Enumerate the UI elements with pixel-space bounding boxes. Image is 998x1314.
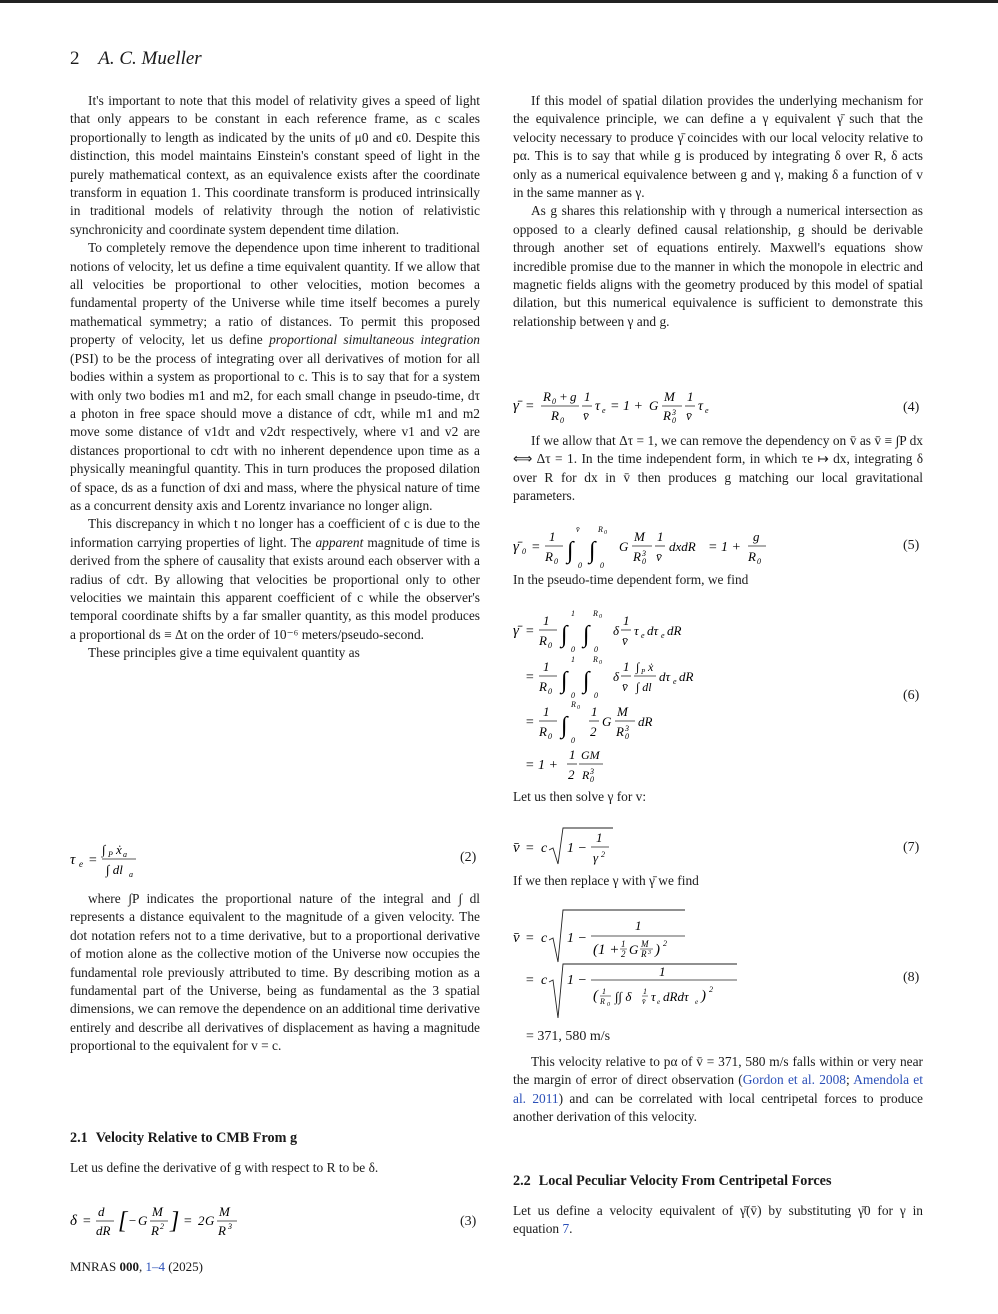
term-apparent: apparent [315,534,364,550]
svg-text:τ: τ [595,399,601,414]
svg-text:R: R [218,1223,226,1238]
svg-text:g: g [570,389,577,404]
svg-text:e: e [602,406,606,415]
svg-text:P: P [108,850,113,859]
svg-text:): ) [655,942,660,958]
svg-text:1: 1 [543,613,550,628]
svg-text:∫: ∫ [636,660,640,674]
svg-text:δ: δ [613,669,620,684]
term-psi: proportional simultaneous integration [269,332,480,348]
svg-text:P: P [641,668,646,676]
svg-text:0: 0 [607,1002,610,1008]
paragraph: If this model of spatial dilation provides the underlying mechanism for the equivalence principle, we can define a γ equivalent γ̄ such that the velocity necessary to produce γ̄ coincides with our local velocity relative to pα. This is to say that while g is produced by integrating δ over R, δ acts only as a numerical equivalence between g and γ, making δ a function of v in the same manner as γ. [513,93,923,201]
paragraph-solve-gamma: Let us then solve γ for v: [513,789,647,804]
svg-text:e: e [657,998,661,1006]
svg-text:3: 3 [228,1222,232,1231]
svg-text:2: 2 [590,724,597,739]
page-range-link[interactable]: 1–4 [145,1259,165,1274]
svg-text:e: e [695,998,699,1006]
svg-text:2: 2 [568,767,575,782]
svg-text:dR: dR [96,1223,111,1238]
svg-text:=: = [525,931,535,946]
svg-text:0: 0 [599,660,602,666]
svg-text:2: 2 [709,985,713,994]
section-title: Local Peculiar Velocity From Centripetal Forces [538,1173,832,1189]
svg-text:0: 0 [672,416,676,425]
equation-number: (5) [903,538,920,553]
svg-text:2: 2 [160,1222,164,1231]
svg-text:R: R [663,408,671,423]
svg-text:dRdτ: dRdτ [663,989,689,1004]
svg-text:0: 0 [642,557,646,566]
svg-text:G: G [138,1213,148,1228]
svg-text:=: = [525,841,535,856]
svg-text:R: R [151,1223,159,1238]
svg-text:G: G [205,1213,215,1228]
svg-text:v̄: v̄ [513,840,520,856]
svg-text:G: G [649,398,659,413]
equation-number: (6) [903,688,920,703]
svg-text:e: e [661,631,665,640]
paragraph [70,515,480,644]
svg-text:1: 1 [543,704,550,719]
equation-5 [513,520,813,574]
svg-text:0: 0 [548,641,552,650]
equation-7 [513,824,673,872]
svg-text:2: 2 [601,850,605,859]
svg-text:v̄: v̄ [622,633,628,648]
svg-text:∫: ∫ [561,622,568,648]
svg-text:γ: γ [593,850,599,865]
svg-text:δ: δ [70,1213,77,1229]
paragraph: It's important to note that this model of relativity gives a speed of light that only appears to be constant in each reference frame, as c scales proportionally to length as indicated by the units of μ0 and ϵ0. Despite this distinction, this model maintains Einstein's constant speed of light in the purely mathematical context, as an equivalence exists after the coordinate transform in equation 1. This coordinate transform is produced intrinsically in traditional models of relativity through the notion of relativistic synchronicity and coordinate system dependent time dilation. [70,93,480,237]
journal-year: (2025) [168,1259,203,1274]
svg-text:0: 0 [548,687,552,696]
svg-text:R: R [600,997,605,1006]
svg-text:0: 0 [571,691,575,700]
paragraph-delta-tau [513,432,923,506]
section-title: Velocity Relative to CMB From g [95,1130,298,1146]
svg-text:dR: dR [638,714,653,729]
section-2-1-heading [70,1130,297,1147]
svg-text:=: = [525,670,535,685]
svg-text:a: a [129,870,133,879]
svg-text:= 1 +: = 1 + [708,540,741,555]
left-column [70,92,480,663]
svg-text:M: M [664,389,675,404]
svg-text:0: 0 [600,561,604,570]
svg-text:3: 3 [642,549,646,558]
svg-text:1: 1 [543,659,550,674]
svg-text:1 −: 1 − [567,841,587,856]
svg-text:2: 2 [663,939,667,948]
svg-text:0: 0 [560,416,564,425]
svg-text:1: 1 [569,747,576,762]
svg-text:τ: τ [634,623,639,638]
svg-text:[: [ [118,1208,128,1234]
svg-text:M: M [617,704,628,719]
svg-text:=: = [531,540,541,555]
svg-text:=: = [525,399,535,414]
svg-text:γ̄: γ̄ [513,539,519,555]
svg-text:G: G [619,539,629,554]
svg-text:γ̄: γ̄ [513,623,519,639]
svg-text:1 −: 1 − [567,973,587,988]
equation-8-result: = 371, 580 m/s [526,1029,611,1044]
svg-text:R: R [582,768,590,782]
page-number: 2 [70,48,80,69]
svg-text:1: 1 [584,389,591,404]
svg-text:∫: ∫ [583,668,590,694]
svg-text:3: 3 [590,767,594,776]
svg-text:R: R [593,655,598,664]
svg-text:1: 1 [635,918,642,933]
svg-text:dR: dR [667,623,682,638]
text-span: magnitude of time is derived from the sphere of causality that exists around each observer with a radius of cdτ. By allowing that velocities be proportional only to other velocities we maintain this apparent coefficient of c while the observer's temporal coordinate shifts by a far smaller quantity, as this model produces a proportional ds ≡ Δt on the order of 10⁻⁶ meters/pseudo-second. [70,534,480,642]
svg-text:v̄: v̄ [656,549,662,564]
svg-text:R: R [539,724,547,739]
svg-text:1: 1 [657,529,664,544]
svg-text:1: 1 [596,830,603,845]
right-column [513,92,923,331]
equation-number: (2) [460,850,477,865]
svg-text:v̄: v̄ [622,679,628,694]
svg-text:M: M [152,1204,163,1219]
svg-text:a: a [123,850,127,859]
svg-text:R: R [543,389,551,404]
paragraph [70,239,480,515]
paragraph: As g shares this relationship with γ through a numerical intersection as opposed to a clearly defined causal relationship, g should be derivable through another set of equations entirely. Maxwell's equations show incredible promise due to the manner in which the monopole in electric and magnetic fields aligns with the geometry produced by this model of spatial dilation, but this numerical equivalence is sufficient to demonstrate this relationship between γ and g. [513,203,923,329]
svg-text:0: 0 [757,557,761,566]
svg-text:= 1 +: = 1 + [525,758,558,773]
svg-text:d: d [98,1204,105,1219]
section-number: 2.2 [513,1173,531,1189]
equation-8 [513,906,773,1042]
svg-text:∫: ∫ [589,538,596,564]
svg-text:c: c [541,931,548,946]
footer: MNRAS 000, 1–4 (2025) [70,1259,203,1274]
svg-text:=: = [88,853,98,868]
svg-text:R: R [598,525,603,534]
paragraph: These principles give a time equivalent quantity as [88,645,360,661]
svg-text:R: R [539,679,547,694]
svg-text:1: 1 [549,529,556,544]
svg-text:1: 1 [621,939,626,949]
equation-number: (4) [903,400,920,415]
section-number: 2.1 [70,1130,88,1146]
svg-text:=: = [525,973,535,988]
svg-text:∫: ∫ [561,668,568,694]
paragraph-centripetal [513,1202,923,1239]
svg-text:∫ dl: ∫ dl [636,680,652,694]
equation-6 [513,598,773,790]
svg-text:1: 1 [623,659,630,674]
svg-text:0: 0 [590,775,594,784]
svg-text:M: M [219,1204,230,1219]
svg-text:1: 1 [623,613,630,628]
text-span: . [569,1221,573,1237]
svg-text:+: + [559,389,568,404]
svg-text:g: g [753,529,760,544]
svg-text:3: 3 [672,408,676,417]
svg-text:0: 0 [571,736,575,745]
svg-text:0: 0 [625,732,629,741]
svg-text:0: 0 [578,561,582,570]
running-header [70,48,202,70]
equation-number: (7) [903,840,920,855]
svg-text:0: 0 [554,557,558,566]
svg-text:c: c [541,973,548,988]
svg-text:τ: τ [698,399,704,414]
svg-text:0: 0 [577,705,580,711]
svg-text:γ̄: γ̄ [513,398,519,414]
svg-text:0: 0 [548,732,552,741]
paragraph-replace-gamma: If we then replace γ with γ̄ we find [513,873,699,888]
citation-amendola[interactable]: Amendola et al. 2011 [513,1072,923,1106]
svg-text:GM: GM [581,748,600,762]
paragraph-pseudo-time: In the pseudo-time dependent form, we find [513,572,749,587]
svg-text:v̄: v̄ [583,408,589,423]
paragraph-delta-def: Let us define the derivative of g with respect to R to be δ. [70,1160,379,1175]
svg-text:1: 1 [643,987,647,996]
text-span: (PSI) to be the process of integrating over all derivatives of motion for all bodies within a system as proportional to c. This is to say that for a system with only two bodies m1 and m2, for each small change in pseudo-time, dτ a photon in free space should move a distance of cdτ, while m1 and m2 move some distance of v1dτ and v2dτ respectively, where v1 and v2 are distances proportional to cdτ with no inherent dependence upon time as a physically meaningful quantity. This in turn produces the proposed dilation of space, ds as a function of dxi and mass, where the physical nature of time as a concurrent density axis and Lorentz invariance no longer align. [70,350,480,513]
equation-2 [70,834,210,884]
svg-text:0: 0 [552,397,556,406]
paragraph-velocity-result [513,1053,923,1127]
text-span: If we allow that Δτ = 1, we can remove the dependency on v̄ as v̄ ≡ ∫P dx ⟺ Δτ = 1. In the time independent form, in which τe ↦ dx, integrating δ over R for dx in v̄ then produces g matching our local gravitational parameters. [513,433,923,504]
svg-text:1: 1 [602,987,606,996]
svg-text:R: R [551,408,559,423]
svg-text:G: G [602,714,612,729]
svg-text:1: 1 [591,704,598,719]
svg-text:e: e [79,859,83,869]
svg-text:ẋ: ẋ [648,660,654,674]
svg-text:0: 0 [604,530,607,536]
svg-text:∫: ∫ [567,538,574,564]
paragraph-where [70,890,480,1056]
svg-text:R: R [633,549,641,564]
svg-text:=: = [183,1214,193,1229]
svg-text:R: R [539,633,547,648]
svg-text:dR: dR [679,669,694,684]
svg-text:G: G [629,942,639,957]
text-span [513,1053,923,1127]
svg-text:dτ: dτ [659,669,671,684]
author-name: A. C. Mueller [98,48,202,69]
text-span: ; [845,1072,854,1088]
equation-3 [70,1198,270,1248]
svg-text:c: c [541,841,548,856]
svg-text:R: R [616,724,624,739]
svg-text:2: 2 [621,949,626,959]
svg-text:τ: τ [70,852,76,868]
svg-text:δ: δ [613,623,620,638]
citation-gordon[interactable]: Gordon et al. 2008 [742,1072,846,1088]
svg-text:3: 3 [625,724,629,733]
section-2-2-heading [513,1173,831,1190]
svg-text:=: = [82,1214,92,1229]
svg-text:1: 1 [687,389,694,404]
text-span: This discrepancy in which t no longer has a coefficient of c is due to the information carrying properties of light. The [70,516,480,550]
svg-text:= 1 +: = 1 + [610,399,643,414]
svg-text:∫∫ δ: ∫∫ δ [615,989,632,1004]
svg-text:]: ] [170,1208,180,1234]
svg-text:0: 0 [599,614,602,620]
svg-text:0: 0 [571,645,575,654]
svg-text:dτ: dτ [647,623,659,638]
svg-text:R: R [593,609,598,618]
journal-volume: 000 [119,1259,139,1274]
svg-text:v̄: v̄ [686,408,692,423]
svg-text:R: R [571,700,576,709]
svg-text:v̄: v̄ [642,997,646,1006]
svg-text:M: M [634,529,645,544]
svg-text:e: e [641,631,645,640]
text-span: This velocity relative to pα of v̄ = 371, 580 m/s falls within or very near the margin of error of direct observation ( [513,1054,923,1088]
svg-text:): ) [701,988,706,1004]
svg-text:0: 0 [594,691,598,700]
svg-text:−: − [128,1213,137,1228]
svg-text:∫: ∫ [561,713,568,739]
equation-ref-7[interactable]: 7 [562,1221,570,1237]
svg-text:(1 +: (1 + [593,942,620,958]
svg-text:1: 1 [571,655,575,664]
svg-text:R: R [748,549,756,564]
svg-text:M: M [641,939,649,949]
svg-text:τ: τ [651,989,656,1004]
text-span: ) and can be correlated with local centripetal forces to produce another derivation of this velocity. [513,1090,923,1125]
svg-text:v̄: v̄ [576,525,580,534]
svg-text:∫: ∫ [583,622,590,648]
svg-text:R: R [641,949,647,959]
top-rule [0,0,998,3]
svg-text:=: = [525,715,535,730]
svg-text:3: 3 [648,950,651,956]
equation-4 [513,384,773,430]
text-span: To completely remove the dependence upon time inherent to traditional notions of velocity, let us define a time equivalent quantity. If we allow that all velocities be proportional to other velocities, motion becomes a fundamental property of the Universe while time itself becomes a purely mathematical symmetry; a ratio of distances. To permit this proposed property of velocity, let us define [70,240,480,348]
text-span: Let us define a velocity equivalent of γ̄(v̄) by substituting γ̄0 for γ in equation [513,1203,923,1237]
svg-text:e: e [673,677,677,686]
svg-text:∫ dl: ∫ dl [106,862,123,877]
svg-text:1: 1 [659,964,666,979]
text-span: where ∫P indicates the proportional nature of the integral and ∫ dl represents a distance equivalent to the magnitude of a given velocity. The dot notation refers not to a time derivative, but to a proportional derivative of motion alone as the collective motion of the Universe now occupies the fundamental role previously attributed to time. By describing motion as a fundamental part of the Universe, being as fundamental as the 3 spatial dimensions, we can remove the dependence on an additional time derivative entirely and describe all derivatives of displacement as having a magnitude proportional to the equivalent for v = c. [70,891,480,1054]
svg-text:1: 1 [571,609,575,618]
svg-text:(: ( [593,988,598,1004]
svg-text:ẋ: ẋ [116,842,122,857]
svg-text:1 −: 1 − [567,931,587,946]
equation-number: (3) [460,1214,477,1229]
svg-text:0: 0 [594,645,598,654]
svg-text:2: 2 [198,1213,205,1228]
svg-text:e: e [705,406,709,415]
svg-text:=: = [525,624,535,639]
equation-number: (8) [903,970,920,985]
svg-text:dxdR: dxdR [669,539,696,554]
svg-text:R: R [545,549,553,564]
svg-text:∫: ∫ [102,842,106,857]
journal-name: MNRAS [70,1259,117,1274]
svg-text:0: 0 [522,547,526,556]
svg-text:v̄: v̄ [513,930,520,946]
